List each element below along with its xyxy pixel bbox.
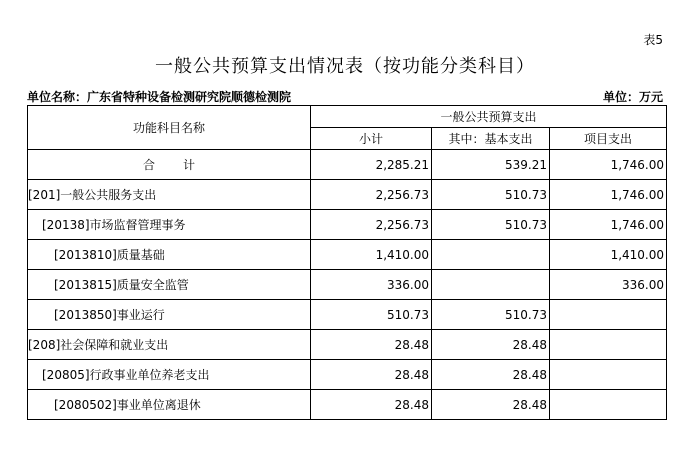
cell-basic: 510.73 xyxy=(432,180,550,210)
table-row xyxy=(28,240,667,270)
cell-basic: 510.73 xyxy=(432,300,550,330)
cell-subtotal: 510.73 xyxy=(311,300,432,330)
cell-project xyxy=(550,300,667,330)
cell-project: 1,746.00 xyxy=(550,150,667,180)
table-row xyxy=(28,300,667,330)
table-row xyxy=(28,210,667,240)
cell-subtotal: 28.48 xyxy=(311,360,432,390)
table-row xyxy=(28,330,667,360)
row-name: [201]一般公共服务支出 xyxy=(28,180,311,210)
cell-project xyxy=(550,330,667,360)
table-number: 表5 xyxy=(643,33,663,47)
cell-subtotal: 2,285.21 xyxy=(311,150,432,180)
cell-basic: 28.48 xyxy=(432,330,550,360)
row-name: [2013810]质量基础 xyxy=(28,240,311,270)
header-project: 项目支出 xyxy=(550,128,667,150)
table-row xyxy=(28,270,667,300)
header-subtotal: 小计 xyxy=(311,128,432,150)
header-basic: 其中：基本支出 xyxy=(432,128,550,150)
cell-subtotal: 28.48 xyxy=(311,330,432,360)
row-name: [2013850]事业运行 xyxy=(28,300,311,330)
table-row xyxy=(28,180,667,210)
cell-project: 1,746.00 xyxy=(550,210,667,240)
header-function-name: 功能科目名称 xyxy=(28,106,311,150)
currency-unit-label: 单位：万元 xyxy=(602,90,663,104)
cell-basic: 510.73 xyxy=(432,210,550,240)
table-row xyxy=(28,360,667,390)
row-name: 合计 xyxy=(28,150,311,180)
row-name: [208]社会保障和就业支出 xyxy=(28,330,311,360)
header-general-budget: 一般公共预算支出 xyxy=(311,106,667,128)
cell-subtotal: 336.00 xyxy=(311,270,432,300)
budget-table xyxy=(27,105,667,420)
cell-project: 1,410.00 xyxy=(550,240,667,270)
row-name: [20805]行政事业单位养老支出 xyxy=(28,360,311,390)
page-title: 一般公共预算支出情况表（按功能分类科目） xyxy=(155,56,535,77)
row-name: [20138]市场监督管理事务 xyxy=(28,210,311,240)
cell-basic: 28.48 xyxy=(432,360,550,390)
cell-project xyxy=(550,390,667,420)
cell-subtotal: 1,410.00 xyxy=(311,240,432,270)
cell-project xyxy=(550,360,667,390)
cell-subtotal: 2,256.73 xyxy=(311,180,432,210)
cell-subtotal: 28.48 xyxy=(311,390,432,420)
table-row-total xyxy=(28,150,667,180)
table-row xyxy=(28,390,667,420)
unit-name-label: 单位名称：广东省特种设备检测研究院顺德检测院 xyxy=(27,90,292,104)
row-name: [2013815]质量安全监管 xyxy=(28,270,311,300)
cell-subtotal: 2,256.73 xyxy=(311,210,432,240)
cell-project: 336.00 xyxy=(550,270,667,300)
cell-basic: 28.48 xyxy=(432,390,550,420)
unit-info-row xyxy=(27,88,663,104)
cell-basic xyxy=(432,270,550,300)
cell-project: 1,746.00 xyxy=(550,180,667,210)
cell-basic xyxy=(432,240,550,270)
cell-basic: 539.21 xyxy=(432,150,550,180)
row-name: [2080502]事业单位离退休 xyxy=(28,390,311,420)
